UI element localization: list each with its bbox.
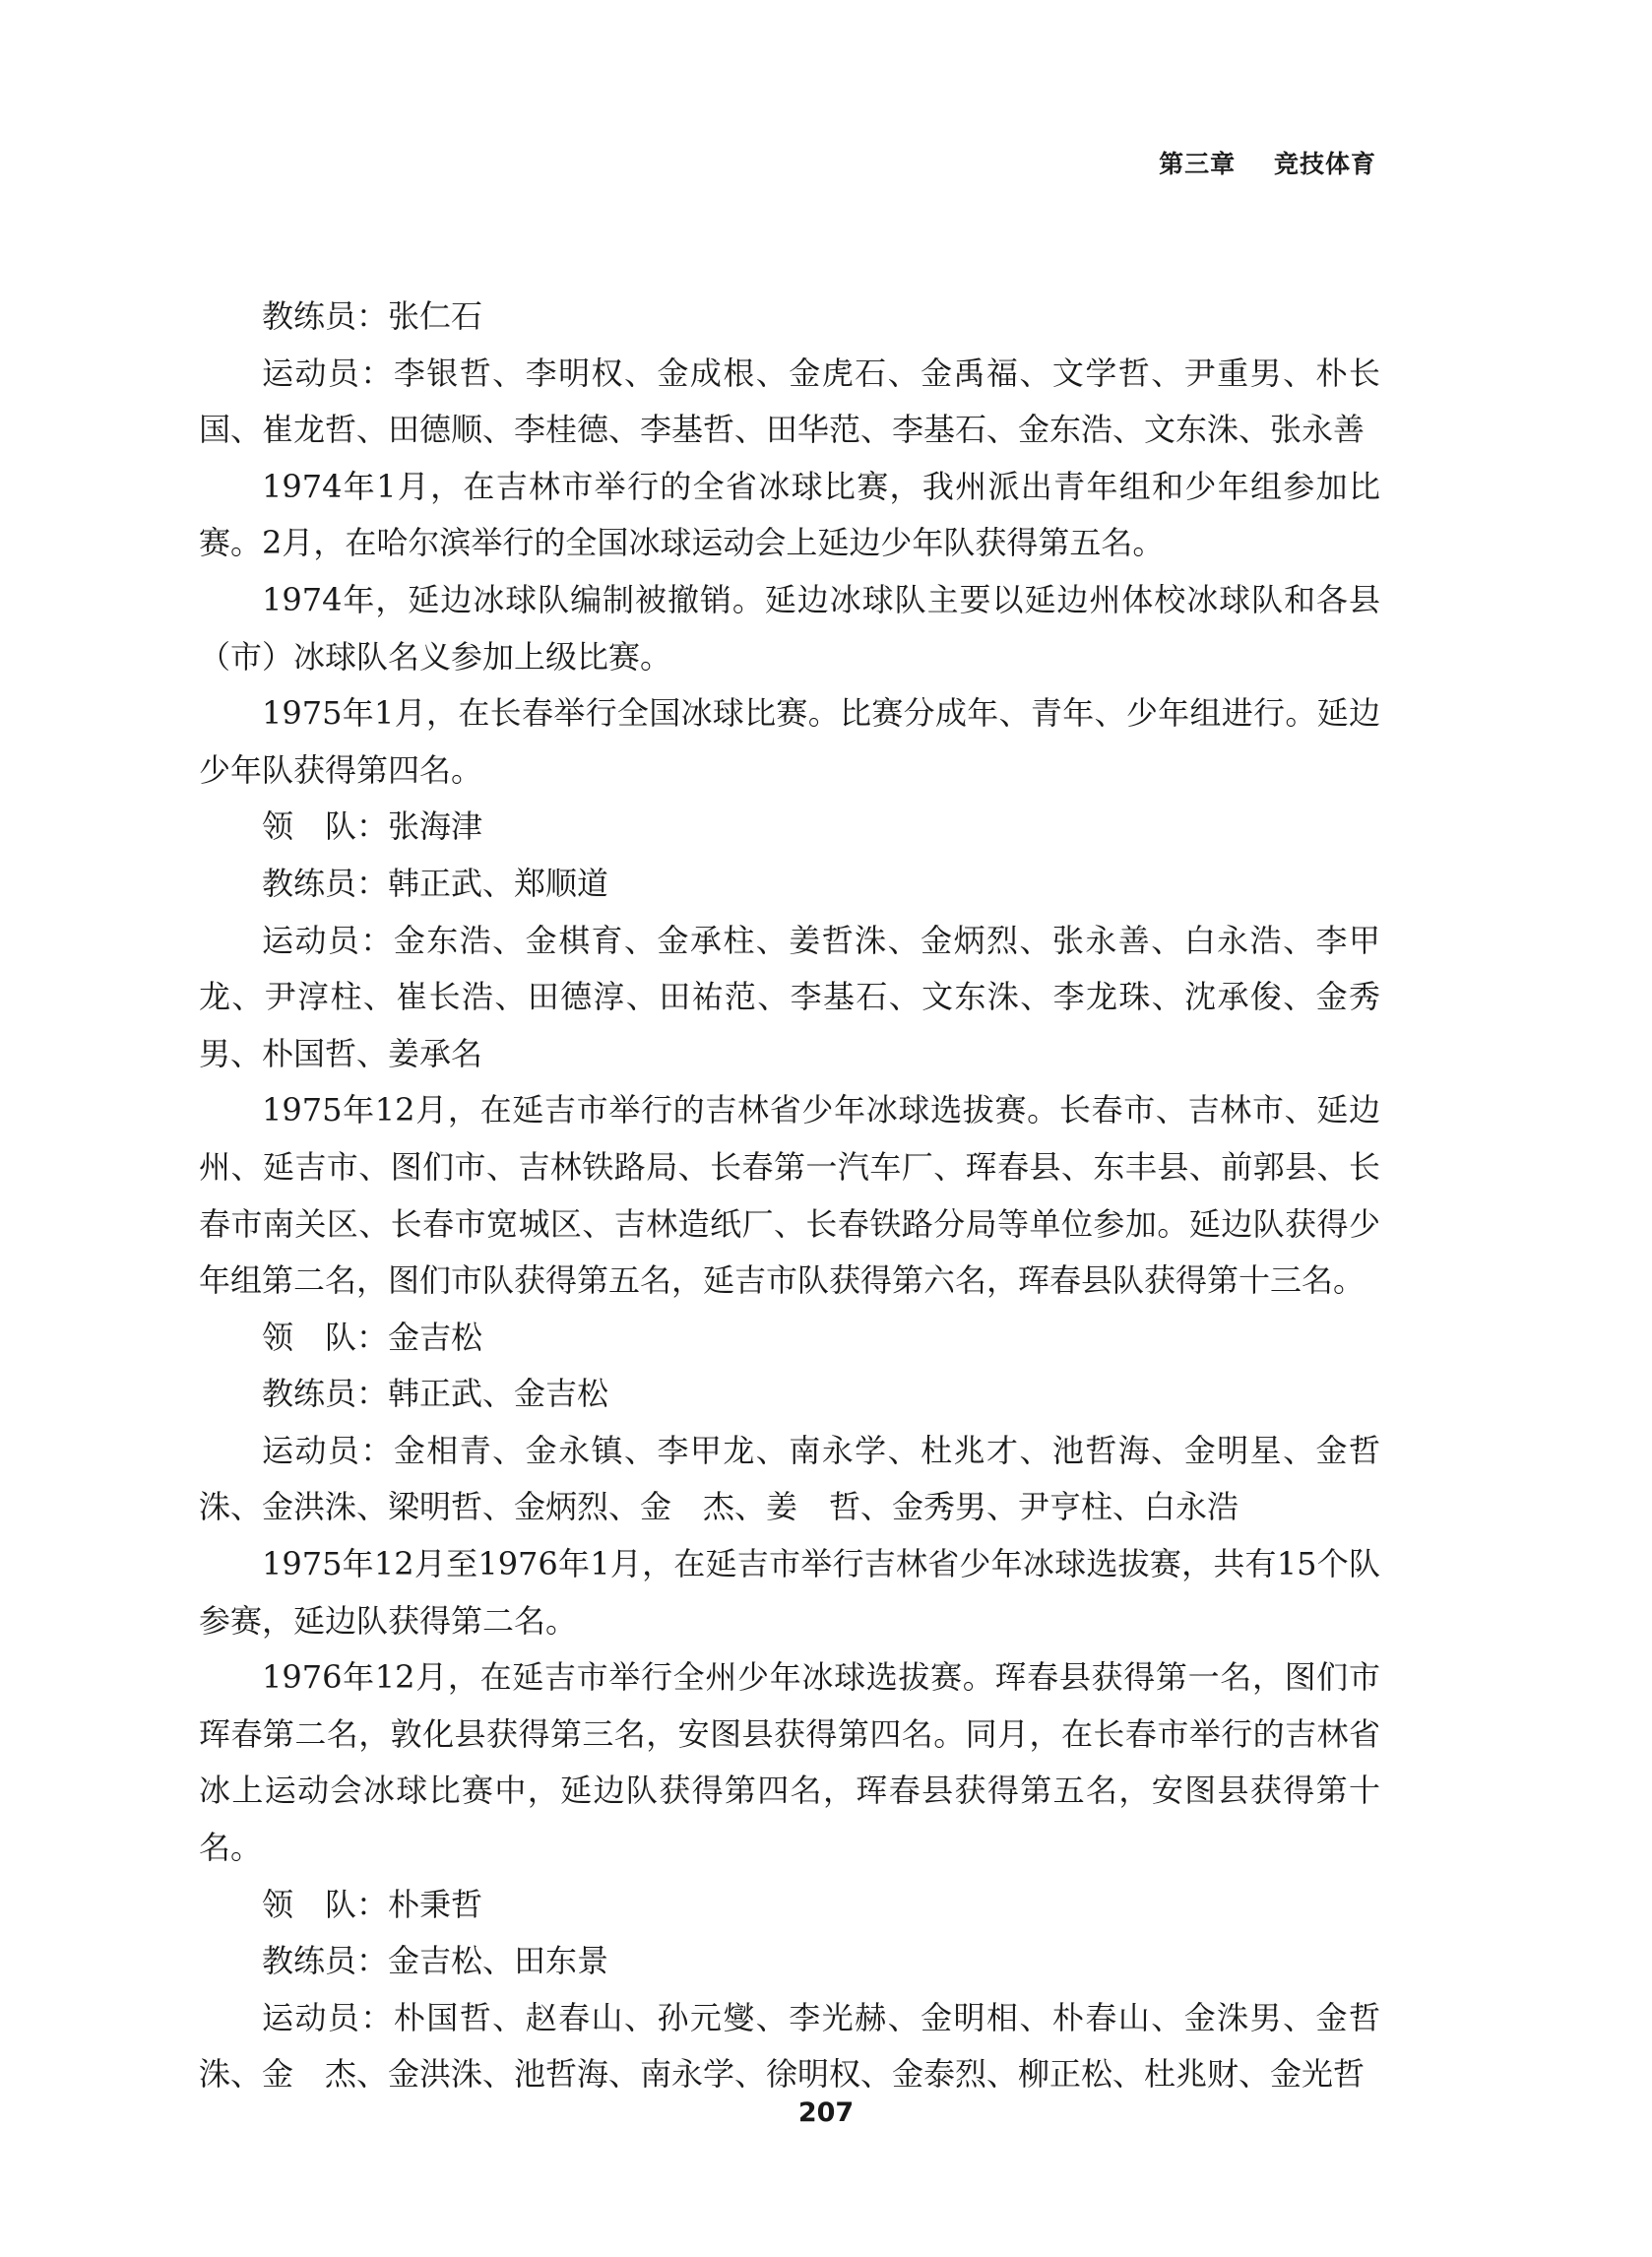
paragraph: 运动员：李银哲、李明权、金成根、金虎石、金禹福、文学哲、尹重男、朴长国、崔龙哲、田德顺、李桂德、李基哲、田华范、李基石、金东浩、文东洙、张永善 <box>199 354 1380 449</box>
paragraph: 教练员：金吉松、田东景 <box>262 1942 609 1980</box>
paragraph: 1975年1月，在长春举行全国冰球比赛。比赛分成年、青年、少年组进行。延边少年队获得第四名。 <box>199 694 1380 789</box>
paragraph: 领 队：张海津 <box>262 807 483 846</box>
paragraph: 1974年1月，在吉林市举行的全省冰球比赛，我州派出青年组和少年组参加比赛。2月，在哈尔滨举行的全国冰球运动会上延边少年队获得第五名。 <box>199 467 1380 562</box>
page-number: 207 <box>797 2097 855 2128</box>
paragraph: 1975年12月至1976年1月，在延吉市举行吉林省少年冰球选拔赛，共有15个队参赛，延边队获得第二名。 <box>199 1545 1380 1640</box>
paragraph: 教练员：韩正武、郑顺道 <box>262 864 609 902</box>
paragraph: 领 队：金吉松 <box>262 1318 483 1356</box>
paragraph: 1975年12月，在延吉市举行的吉林省少年冰球选拔赛。长春市、吉林市、延边州、延吉市、图们市、吉林铁路局、长春第一汽车厂、珲春县、东丰县、前郭县、长春市南关区、长春市宽城区、吉林造纸厂、长春铁路分局等单位参加。延边队获得少年组第二名，图们市队获得第五名，延吉市队获得第六名，珲春县队获得第十三名。 <box>199 1091 1380 1300</box>
paragraph: 运动员：金相青、金永镇、李甲龙、南永学、杜兆才、池哲海、金明星、金哲洙、金洪洙、梁明哲、金炳烈、金 杰、姜 哲、金秀男、尹亨柱、白永浩 <box>199 1431 1380 1526</box>
paragraph: 1974年，延边冰球队编制被撤销。延边冰球队主要以延边州体校冰球队和各县（市）冰球队名义参加上级比赛。 <box>199 580 1380 676</box>
paragraph: 运动员：朴国哲、赵春山、孙元燮、李光赫、金明相、朴春山、金洙男、金哲洙、金 杰、金洪洙、池哲海、南永学、徐明权、金泰烈、柳正松、杜兆财、金光哲 <box>199 1998 1380 2094</box>
paragraph: 教练员：韩正武、金吉松 <box>262 1375 609 1413</box>
paragraph: 1976年12月，在延吉市举行全州少年冰球选拔赛。珲春县获得第一名，图们市珲春第二名，敦化县获得第三名，安图县获得第四名。同月，在长春市举行的吉林省冰上运动会冰球比赛中，延边队获得第四名，珲春县获得第五名，安图县获得第十名。 <box>199 1658 1380 1867</box>
paragraph: 教练员：张仁石 <box>262 297 483 335</box>
paragraph: 领 队：朴秉哲 <box>262 1885 483 1923</box>
paragraph: 运动员：金东浩、金棋育、金承柱、姜哲洙、金炳烈、张永善、白永浩、李甲龙、尹淳柱、崔长浩、田德淳、田祐范、李基石、文东洙、李龙珠、沈承俊、金秀男、朴国哲、姜承名 <box>199 921 1380 1072</box>
body-text <box>199 289 1380 2103</box>
running-header: 第三章 竞技体育 <box>1159 150 1376 178</box>
